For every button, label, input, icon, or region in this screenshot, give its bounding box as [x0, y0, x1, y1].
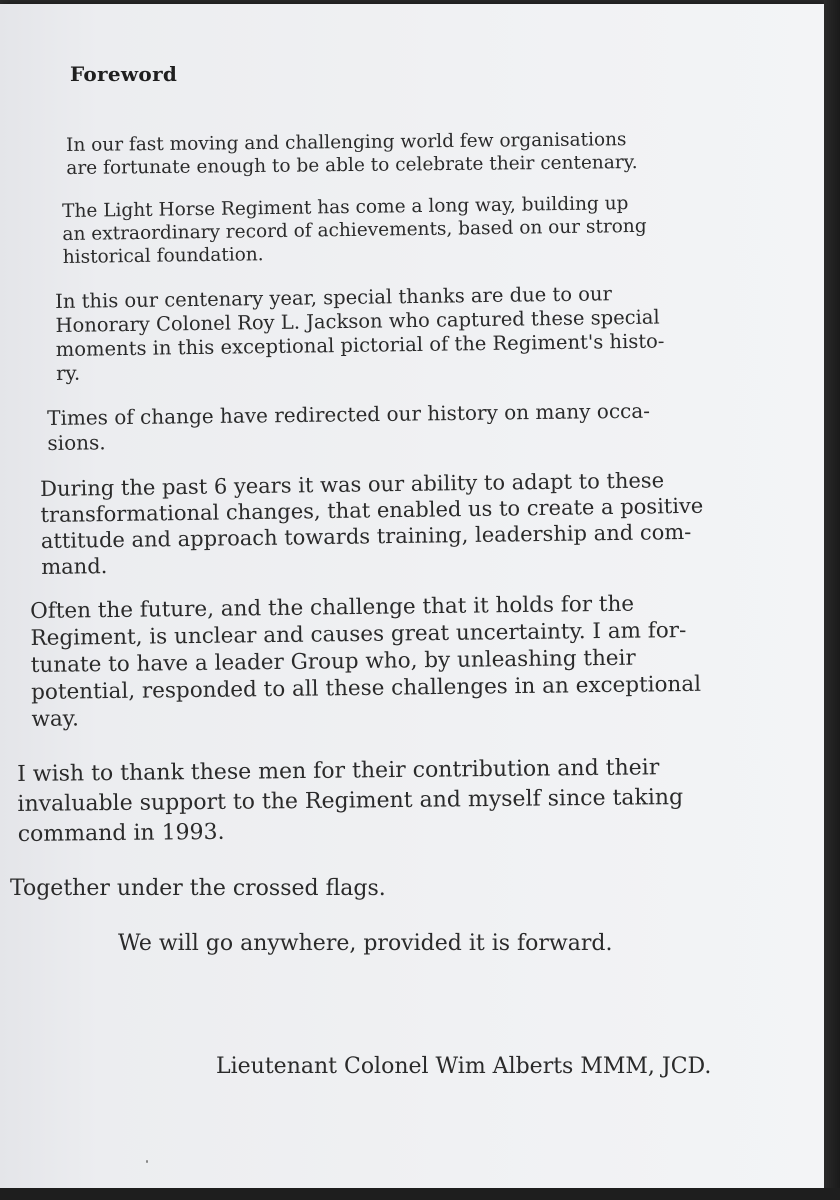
paragraph-line: Regiment, is unclear and causes great uncertainty. I am for- [30, 617, 687, 651]
page-bottom-shadow [0, 1188, 840, 1200]
paragraph-line: are fortunate enough to be able to celebrate their centenary. [66, 152, 638, 179]
paragraph-line: invaluable support to the Regiment and myself since taking [17, 785, 684, 817]
paragraph-line: historical foundation. [62, 244, 264, 268]
paragraph-line: Often the future, and the challenge that it holds for the [30, 591, 635, 624]
paragraph-1 [66, 128, 638, 180]
signature-line: Lieutenant Colonel Wim Alberts MMM, JCD. [216, 1054, 712, 1079]
paragraph-line: In our fast moving and challenging world few organisations [66, 129, 627, 156]
closing-line: Together under the crossed flags. [10, 876, 386, 901]
paragraph-line: an extraordinary record of achievements, based on our strong [62, 215, 647, 245]
page-edge-shadow [824, 0, 840, 1200]
paragraph-line: sions. [47, 430, 106, 455]
paragraph-3 [55, 282, 665, 386]
paragraph-4 [47, 399, 650, 456]
paragraph-line: In this our centenary year, special thanks are due to our [55, 282, 612, 313]
paragraph-line: command in 1993. [17, 819, 225, 847]
paragraph-2 [62, 192, 647, 269]
paragraph-line: mand. [41, 554, 108, 579]
paragraph-line: potential, responded to all these challenges in an exceptional [31, 671, 702, 705]
paragraph-7 [17, 753, 684, 850]
page-title: Foreword [70, 62, 178, 86]
paragraph-line: I wish to thank these men for their contribution and their [17, 755, 660, 787]
paragraph-line: Times of change have redirected our history on many occa- [47, 398, 651, 430]
paragraph-6 [30, 590, 702, 733]
paragraph-line: tunate to have a leader Group who, by unleashing their [30, 645, 636, 678]
paragraph-line: transformational changes, that enabled us to create a positive [40, 493, 704, 527]
paragraph-line: The Light Horse Regiment has come a long way, building up [62, 193, 629, 222]
paragraph-line: moments in this exceptional pictorial of the Regiment's histo- [55, 329, 665, 361]
paragraph-line: way. [31, 706, 79, 732]
paragraph-5 [40, 467, 704, 580]
paragraph-line: During the past 6 years it was our ability to adapt to these [40, 468, 665, 501]
paragraph-line: ry. [56, 361, 81, 385]
motto-line: We will go anywhere, provided it is forward. [118, 931, 613, 956]
paper-speck [146, 1160, 148, 1163]
paragraph-line: Honorary Colonel Roy L. Jackson who captured these special [55, 305, 660, 337]
paragraph-line: attitude and approach towards training, leadership and com- [40, 519, 692, 553]
